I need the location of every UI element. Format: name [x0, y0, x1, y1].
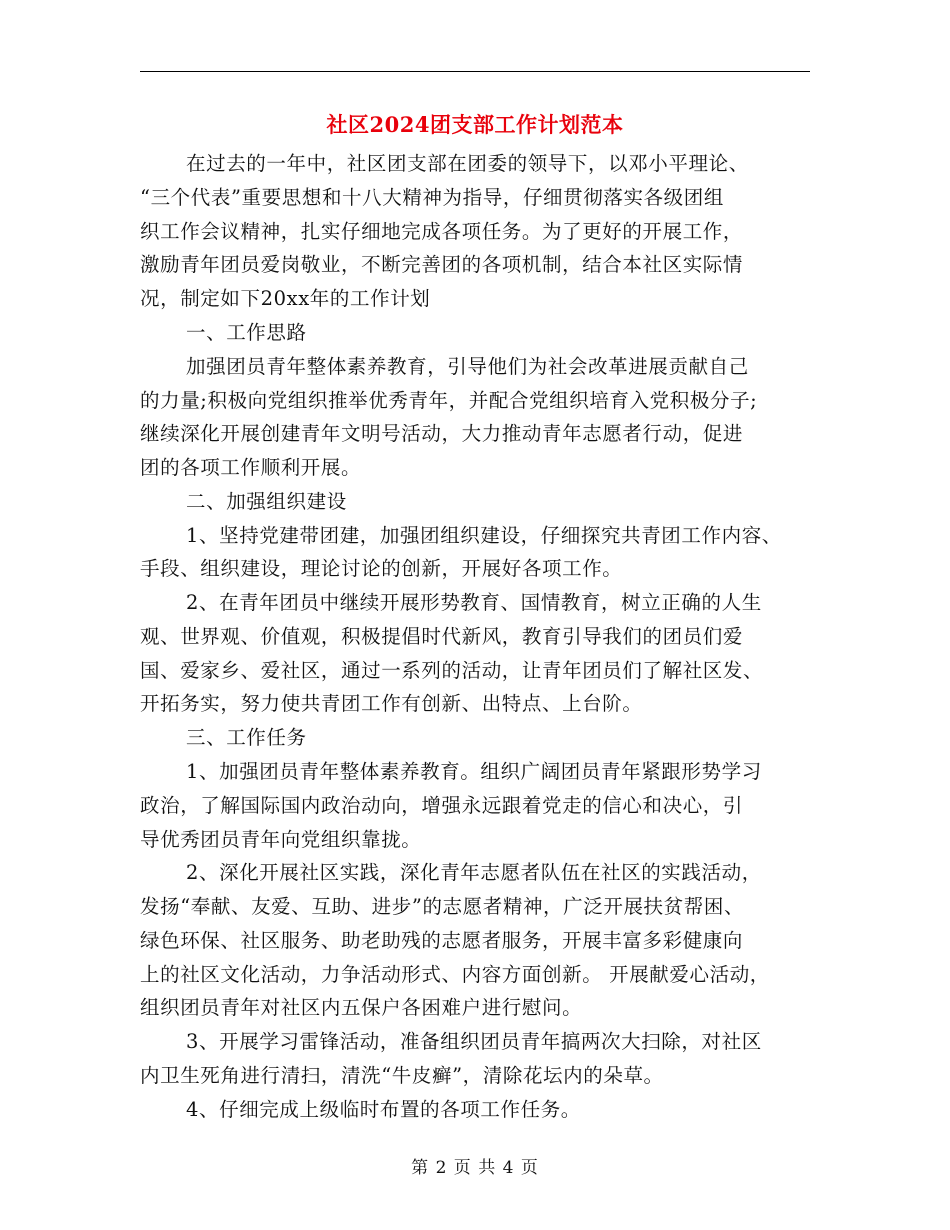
- document-title: 社区2024团支部工作计划范本: [326, 112, 624, 137]
- body-line: 加强团员青年整体素养教育，引导他们为社会改革进展贡献自己: [186, 355, 749, 378]
- body-line: 2、在青年团员中继续开展形势教育、国情教育，树立正确的人生: [186, 591, 762, 614]
- body-line: 组织团员青年对社区内五保户各困难户进行慰问。: [140, 996, 583, 1019]
- body-line: 手段、组织建设，理论讨论的创新，开展好各项工作。: [140, 557, 623, 580]
- page-number: 第 2 页 共 4 页: [411, 1158, 539, 1178]
- header-rule: [140, 71, 810, 72]
- body-line: 继续深化开展创建青年文明号活动，大力推动青年志愿者行动，促进: [140, 422, 744, 445]
- body-line: 国、爱家乡、爱社区，通过一系列的活动，让青年团员们了解社区发、: [140, 659, 764, 682]
- body-line: 团的各项工作顺利开展。: [140, 456, 362, 479]
- section-heading: 二、加强组织建设: [186, 490, 347, 513]
- body-line: 的力量;积极向党组织推举优秀青年，并配合党组织培育入党积极分子;: [140, 389, 758, 412]
- body-line: 发扬“奉献、友爱、互助、进步”的志愿者精神，广泛开展扶贫帮困、: [140, 895, 745, 918]
- body-line: 4、仔细完成上级临时布置的各项工作任务。: [186, 1098, 581, 1121]
- body-line: 上的社区文化活动，力争活动形式、内容方面创新。 开展献爱心活动，: [140, 963, 770, 986]
- body-line: 1、坚持党建带团建，加强团组织建设，仔细探究共青团工作内容、: [186, 524, 782, 547]
- body-line: “三个代表”重要思想和十八大精神为指导，仔细贯彻落实各级团组: [140, 186, 724, 209]
- body-line: 激励青年团员爱岗敬业，不断完善团的各项机制，结合本社区实际情: [140, 253, 744, 276]
- section-heading: 一、工作思路: [186, 321, 307, 344]
- body-line: 3、开展学习雷锋活动，准备组织团员青年搞两次大扫除，对社区: [186, 1030, 762, 1053]
- body-line: 1、加强团员青年整体素养教育。组织广阔团员青年紧跟形势学习: [186, 760, 762, 783]
- body-line: 观、世界观、价值观，积极提倡时代新风，教育引导我们的团员们爱: [140, 625, 744, 648]
- body-line: 在过去的一年中，社区团支部在团委的领导下，以邓小平理论、: [186, 152, 749, 175]
- body-line: 开拓务实，努力使共青团工作有创新、出特点、上台阶。: [140, 692, 643, 715]
- body-line: 织工作会议精神，扎实仔细地完成各项任务。为了更好的开展工作，: [140, 220, 744, 243]
- body-line: 政治，了解国际国内政治动向，增强永远跟着党走的信心和决心，引: [140, 794, 744, 817]
- body-line: 导优秀团员青年向党组织靠拢。: [140, 828, 422, 851]
- body-line: 况，制定如下20xx年的工作计划: [140, 287, 431, 310]
- body-line: 绿色环保、社区服务、助老助残的志愿者服务，开展丰富多彩健康向: [140, 929, 744, 952]
- body-line: 内卫生死角进行清扫，清洗“牛皮癣”，清除花坛内的朵草。: [140, 1064, 664, 1087]
- body-line: 2、深化开展社区实践，深化青年志愿者队伍在社区的实践活动，: [186, 861, 762, 884]
- section-heading: 三、工作任务: [186, 726, 307, 749]
